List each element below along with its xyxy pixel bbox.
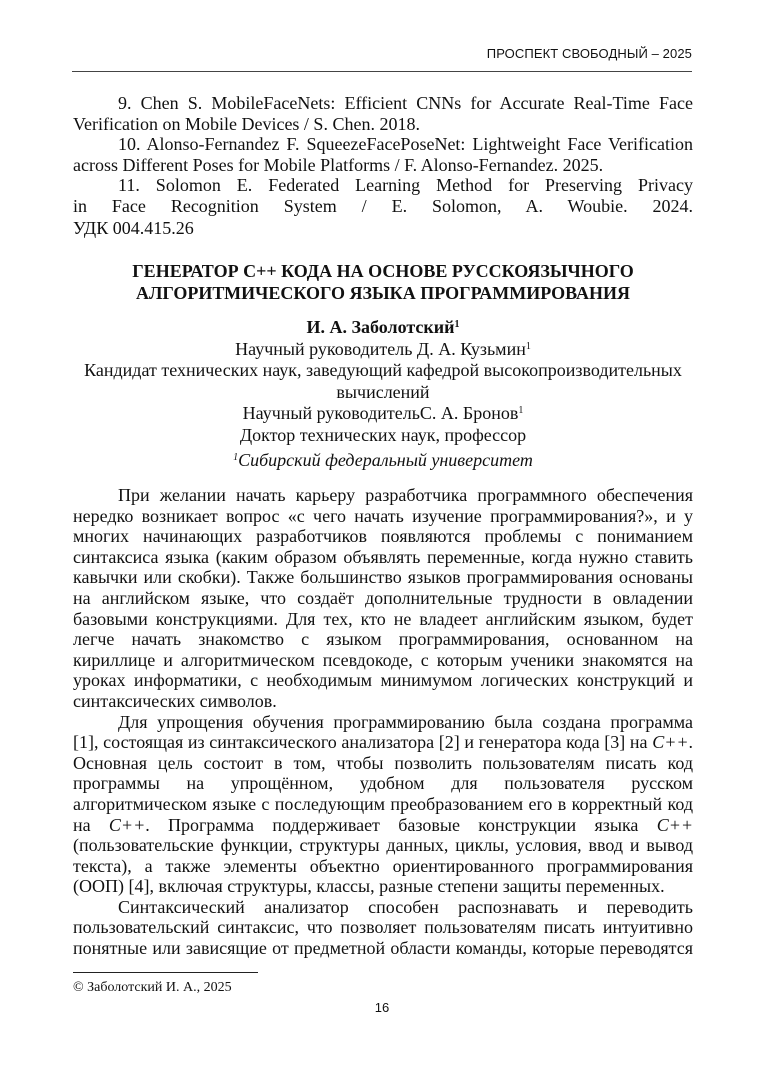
reference-line: across Different Poses for Mobile Platforms / F. Alonso-Fernandez. 2025. <box>73 154 604 175</box>
body-line: уроках информатики, с необходимым минимумом логических конструкций и <box>73 670 693 691</box>
language-name: C++ <box>656 814 694 835</box>
body-line: Синтаксический анализатор способен распознавать и переводить <box>118 896 693 917</box>
body-line: Основная цель состоит в том, чтобы позволить пользователям писать код <box>73 752 693 773</box>
body-line: (пользовательские функции, структуры данных, циклы, условия, ввод и вывод <box>73 835 693 856</box>
body-paragraph <box>73 712 693 897</box>
reference-line: 11. Solomon E. Federated Learning Method for Preserving Privacy <box>118 175 693 196</box>
supervisor-text: Кандидат технических наук, заведующий кафедрой высокопроизводительных <box>84 360 682 380</box>
body-line: на C++. Программа поддерживает базовые конструкции языка C++ <box>73 814 694 835</box>
title-line: АЛГОРИТМИЧЕСКОГО ЯЗЫКА ПРОГРАММИРОВАНИЯ <box>136 283 630 303</box>
body-line: кириллице и алгоритмическом псевдокоде, с которым ученики знакомятся на <box>73 649 693 670</box>
body-line: кавычки или скобки). Также большинство языков программирования основаны <box>73 567 693 588</box>
body-line: легче начать знакомство с языком программирования, основанном на <box>73 629 693 650</box>
running-header: ПРОСПЕКТ СВОБОДНЫЙ – 2025 <box>486 46 692 61</box>
body-line: алгоритмическом языке с последующим преобразованием его в корректный код <box>73 793 693 814</box>
title-line: ГЕНЕРАТОР С++ КОДА НА ОСНОВЕ РУССКОЯЗЫЧНОГО <box>132 261 634 281</box>
body-line: многих начинающих разработчиков появляются проблемы с пониманием <box>73 526 693 547</box>
language-name: C++ <box>108 814 146 835</box>
udk-code: УДК 004.415.26 <box>73 218 194 238</box>
body-line: текста), а также элементы объектно ориентированного программирования <box>73 855 693 876</box>
authors-block <box>73 317 693 472</box>
copyright-footnote: © Заболотский И. А., 2025 <box>73 980 232 995</box>
reference-line: Verification on Mobile Devices / S. Chen. 2018. <box>73 113 420 134</box>
body-line: синтаксиса языка (каким образом объявлять переменные, когда нужно ставить <box>73 546 693 567</box>
supervisor-text: Доктор технических наук, профессор <box>239 424 527 445</box>
language-name: C++ <box>652 732 689 753</box>
supervisor-line <box>73 403 693 425</box>
supervisor-line <box>73 425 693 447</box>
body-line: (ООП) [4], включая структуры, классы, разные степени защиты переменных. <box>73 876 665 897</box>
author-name: И. А. Заболотский$^1$ <box>306 317 460 337</box>
body-line: Для упрощения обучения программированию была создана программа <box>118 711 693 732</box>
supervisor-text: Научный руководитель Д. А. Кузьмин <box>235 338 526 359</box>
body-line: [1], состоящая из синтаксического анализатора [2] и генератора кода [3] на C++. <box>73 732 693 753</box>
body-line: программы на упрощённом, удобном для пользователя русском <box>73 773 693 794</box>
body-line: базовыми конструкциями. Для тех, кто не владеет английским языком, будет <box>73 608 693 629</box>
header-rule <box>72 71 692 72</box>
footnote-rule <box>73 972 258 973</box>
reference-line: 10. Alonso-Fernandez F. SqueezeFacePoseNet: Lightweight Face Verification <box>118 134 693 155</box>
body-line: При желании начать карьеру разработчика программного обеспечения <box>118 485 693 505</box>
affiliation: $^1$Сибирский федеральный университет <box>233 450 533 470</box>
reference-line: 9. Chen S. MobileFaceNets: Efficient CNNs for Accurate Real-Time Face <box>118 93 693 113</box>
page-number: 16 <box>374 1000 390 1015</box>
article-body <box>73 485 693 959</box>
body-paragraph <box>73 897 693 959</box>
article-title <box>73 260 693 304</box>
body-line: пользовательский синтаксис, что позволяет пользователям писать интуитивно <box>73 917 693 938</box>
affiliation-marker: 1 <box>518 405 524 416</box>
affiliation-marker: 1 <box>525 340 531 352</box>
supervisor-line <box>73 360 693 382</box>
body-line: нередко возникает вопрос «с чего начать изучение программирования?», и у <box>73 505 693 526</box>
body-line: синтаксических символов. <box>73 690 277 711</box>
supervisor-text: вычислений <box>336 381 430 402</box>
body-line: понятные или зависящие от предметной области команды, которые переводятся <box>73 938 693 959</box>
supervisor-line <box>73 382 693 404</box>
reference-line: in Face Recognition System / E. Solomon, A. Woubie. 2024. <box>73 195 693 216</box>
body-line: на английском языке, что создаёт дополнительные трудности в овладении <box>73 587 693 608</box>
supervisor-text: Научный руководительС. А. Бронов <box>242 403 519 423</box>
body-paragraph <box>73 485 693 712</box>
supervisor-line <box>73 339 693 361</box>
references-list <box>73 93 693 217</box>
